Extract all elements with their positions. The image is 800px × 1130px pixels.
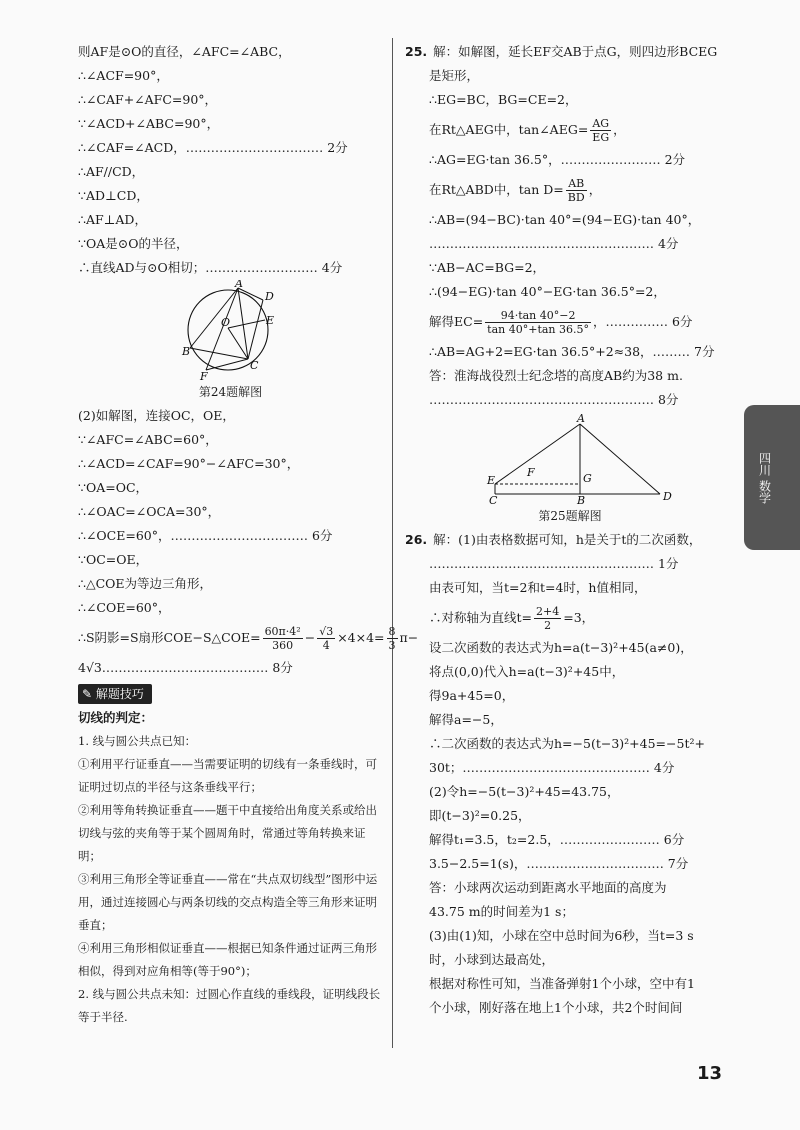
solution-line: 3.5−2.5=1(s)，…………………………… 7分 [429,856,689,871]
fig24-label-C: C [250,359,259,372]
triangle-diagram [405,412,735,504]
solution-line: 30t；……………………………………… 4分 [429,760,675,775]
solution-line: 43.75 m的时间差为1 s； [429,904,574,919]
proof-line: ∵∠ACD+∠ABC=90°， [78,116,220,131]
tip-item: 2. 线与圆公共点未知：过圆心作直线的垂线段，证明线段长等于半径. [78,987,381,1024]
solution-line: ……………………………………………… 1分 [429,556,679,571]
q24-proof-part1 [78,40,383,280]
ag-expression: ∴AG=EG·tan 36.5°，…………………… 2分 [429,152,686,167]
fraction: $\frac{\text{60π·4²}}{360}$ [264,625,301,652]
fig24-label-F: F [200,370,208,380]
circle-diagram [78,280,383,380]
solution-line: ∴二次函数的表达式为h=−5(t−3)²+45=−5t²+ [429,736,705,751]
right-column [405,40,735,1020]
proof-line: ∴∠CAF+∠AFC=90°， [78,92,218,107]
solution-line: ……………………………………………… 8分 [429,392,679,407]
proof-line: ∴∠OCE=60°，…………………………… 6分 [78,528,333,543]
proof-line: ∵∠AFC=∠ABC=60°， [78,432,218,447]
fig25-label-F: F [527,466,535,479]
fraction: $\frac{2+4}{2}$ [536,605,560,632]
proof-line: ∵OC=OE， [78,552,149,567]
q25-solution-part2 [405,208,735,304]
q25-solution-part1 [405,40,735,112]
fig25-label-D: D [663,490,672,503]
proof-line: ∴AF⊥AD， [78,212,147,227]
solution-line: ……………………………………………… 4分 [429,236,679,251]
subject-side-tab: 四川 数学 [744,405,800,550]
ec-solution: 解得EC= $\frac{94\cdot\tan 40^\circ-2}{\tan 40^\circ+\tan 36.5^\circ}$ ，…………… 6分 [429,309,693,336]
solution-line: 答：小球两次运动到距离水平地面的高度为 [429,880,667,895]
fig24-label-A: A [235,280,243,290]
tips-body [78,730,383,1029]
fig25-label-B: B [577,494,586,504]
solution-line: (2)令h=−5(t−3)²+45=43.75， [429,784,620,799]
solution-line: 设二次函数的表达式为h=a(t−3)²+45(a≠0)， [429,640,693,655]
solution-line: 解得a=−5， [429,712,503,727]
area-formula: ∴S阴影=S扇形COE−S△COE= $\frac{\text{60π·4²}}{360}$ − $\frac{√3}{4}$ ×4×4= $\frac{8}{3}$ π− [78,625,419,652]
tan-aeg: 在Rt△AEG中，tan∠AEG= $\frac{AG}{EG}$ ， [429,117,626,144]
solution-line: 根据对称性可知，当准备弹射1个小球，空中有1 [429,976,695,991]
figure-24 [78,280,383,380]
solution-line: ∴(94−EG)·tan 40°−EG·tan 36.5°=2， [429,284,666,299]
solution-line: (3)由(1)知，小球在空中总时间为6秒，当t=3 s [429,928,694,943]
proof-line: ∵OA=OC， [78,480,149,495]
tips-header: ✎ 解题技巧 [78,684,152,704]
solution-line: ∴AB=(94−BC)·tan 40°=(94−EG)·tan 40°， [429,212,701,227]
solution-line: 将点(0,0)代入h=a(t−3)²+45中， [429,664,625,679]
tip-item: ②利用等角转换证垂直——题干中直接给出角度关系或给出切线与弦的夹角等于某个圆周角时，常通过等角转换来证明； [78,803,377,863]
fig24-label-E: E [266,314,275,327]
fig25-caption: 第25题解图 [538,509,602,523]
proof-line: ∴AF//CD， [78,164,145,179]
solution-line: 时，小球到达最高处， [429,952,555,967]
proof-line: ∴∠COE=60°， [78,600,171,615]
q26-solution-part2 [405,636,735,1020]
fig24-label-O: O [221,316,231,329]
tip-item: 1. 线与圆公共点已知： [78,734,197,748]
solution-line: 由表可知，当t=2和t=4时，h值相同， [429,580,647,595]
fig24-label-D: D [265,290,274,303]
solution-line: 25. 解：如解图，延长EF交AB于点G，则四边形BCEG [405,44,718,59]
fig25-label-G: G [583,472,592,485]
tips-title: 切线的判定： [78,710,154,725]
fig24-caption: 第24题解图 [198,385,263,399]
solution-line: 得9a+45=0， [429,688,515,703]
tan-d: 在Rt△ABD中，tan D= $\frac{AB}{BD}$ ， [429,177,602,204]
solution-line: 答：淮海战役烈士纪念塔的高度AB约为38 m. [429,368,683,383]
proof-line: ∵OA是⊙O的半径， [78,236,189,251]
proof-line: ∵AD⊥CD， [78,188,149,203]
proof-line: 则AF是⊙O的直径，∠AFC=∠ABC， [78,44,291,59]
solution-line: ∴EG=BC，BG=CE=2， [429,92,578,107]
solution-line: ∵AB−AC=BG=2， [429,260,546,275]
q26-solution-part1 [405,528,735,600]
proof-line: ∴∠OAC=∠OCA=30°， [78,504,221,519]
fig25-label-C: C [489,494,498,504]
solution-line: 是矩形， [429,68,480,83]
fig24-label-B: B [182,345,191,358]
solution-line: 个小球，刚好落在地上1个小球，共2个时间间 [429,1000,683,1015]
fraction: $\frac{94\cdot\tan 40^\circ-2}{\tan 40^\circ+\tan 36.5^\circ}$ [487,309,589,336]
figure-25 [405,412,735,504]
column-divider [392,38,393,1048]
solution-line: 解得t₁=3.5，t₂=2.5，…………………… 6分 [429,832,685,847]
proof-line: ∴∠CAF=∠ACD，…………………………… 2分 [78,140,348,155]
fraction: $\frac{AG}{EG}$ [592,117,610,144]
solution-line: ∴AB=AG+2=EG·tan 36.5°+2≈38，……… 7分 [429,344,715,359]
fraction: $\frac{AB}{BD}$ [567,177,585,204]
fraction: $\frac{√3}{4}$ [319,625,334,652]
fig25-label-E: E [487,474,496,487]
wrench-icon: ✎ [82,687,96,701]
page-number: 13 [697,1063,723,1084]
proof-line: ∴△COE为等边三角形， [78,576,213,591]
proof-line: ∴直线AD与⊙O相切；……………………… 4分 [78,260,343,275]
question-number: 26. [405,532,428,547]
q24-proof-part2 [78,404,383,620]
area-result: 4√3.………………………………… 8分 [78,660,293,675]
axis-of-symmetry: ∴对称轴为直线t= $\frac{2+4}{2}$ =3， [429,605,595,632]
fraction: $\frac{8}{3}$ [388,625,396,652]
proof-line: (2)如解图，连接OC，OE， [78,408,235,423]
solution-line: 即(t−3)²=0.25， [429,808,531,823]
tip-item: ④利用三角形相似证垂直——根据已知条件通过证两三角形相似，得到对应角相等(等于90°)； [78,941,377,978]
q25-solution-part3 [405,340,735,412]
proof-line: ∴∠ACD=∠CAF=90°−∠AFC=30°， [78,456,300,471]
fig25-label-A: A [577,412,585,425]
proof-line: ∴∠ACF=90°， [78,68,169,83]
question-number: 25. [405,44,428,59]
tip-item: ③利用三角形全等证垂直——常在“共点双切线型”图形中运用，通过连接圆心与两条切线的交点构造全等三角形来证明垂直； [78,872,378,932]
solution-line: 26. 解：(1)由表格数据可知，h是关于t的二次函数， [405,532,702,547]
tip-item: ①利用平行证垂直——当需要证明的切线有一条垂线时，可证明过切点的半径与这条垂线平行； [78,757,377,794]
